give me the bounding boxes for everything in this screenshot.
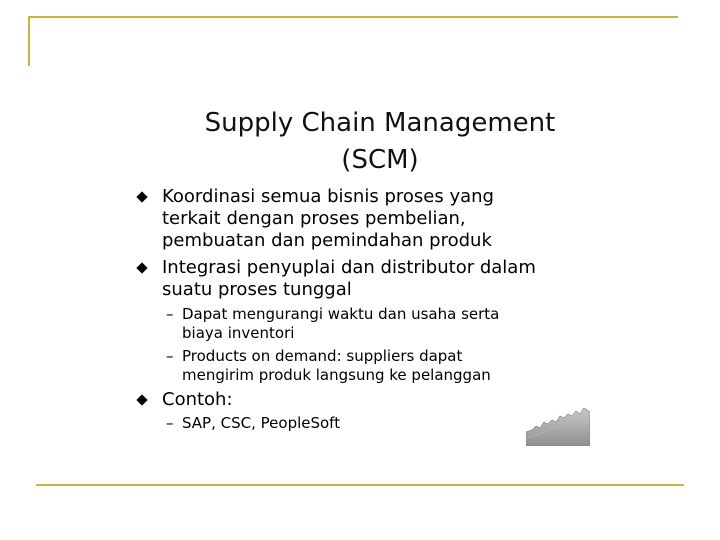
frame-top-line [28, 16, 678, 18]
diamond-bullet-icon [136, 262, 147, 273]
diamond-bullet-icon [136, 394, 147, 405]
bullet-text [162, 257, 536, 301]
dash-bullet-icon: – [166, 347, 174, 365]
slide-subtitle: (SCM) [341, 145, 419, 175]
bullet-line: Contoh: [162, 389, 233, 410]
sub-bullet-line: biaya inventori [182, 324, 295, 342]
sub-bullet-text [182, 414, 340, 433]
bullet-line: Integrasi penyuplai dan distributor dalam [162, 257, 536, 278]
bullet-line: Koordinasi semua bisnis proses yang [162, 186, 494, 207]
sub-bullet-line: Dapat mengurangi waktu dan usaha serta [182, 305, 500, 323]
bullet-line: terkait dengan proses pembelian, [162, 208, 466, 229]
sub-bullet-line: SAP, CSC, PeopleSoft [182, 414, 341, 432]
rising-chart-icon [526, 408, 590, 446]
sub-bullet-text [182, 347, 491, 385]
bullet-text [162, 389, 233, 411]
sub-bullet-line: Products on demand: suppliers dapat [182, 347, 463, 365]
diamond-bullet-icon [136, 191, 147, 202]
dash-bullet-icon: – [166, 305, 174, 323]
slide-title: Supply Chain Management [204, 108, 556, 138]
bullet-line: suatu proses tunggal [162, 279, 352, 300]
dash-bullet-icon: – [166, 414, 174, 432]
sub-bullet-line: mengirim produk langsung ke pelanggan [182, 366, 491, 384]
frame-left-line [28, 16, 30, 66]
bullet-line: pembuatan dan pemindahan produk [162, 230, 492, 251]
frame-bottom-line [36, 484, 684, 486]
sub-bullet-text [182, 305, 499, 343]
bullet-text [162, 186, 494, 252]
